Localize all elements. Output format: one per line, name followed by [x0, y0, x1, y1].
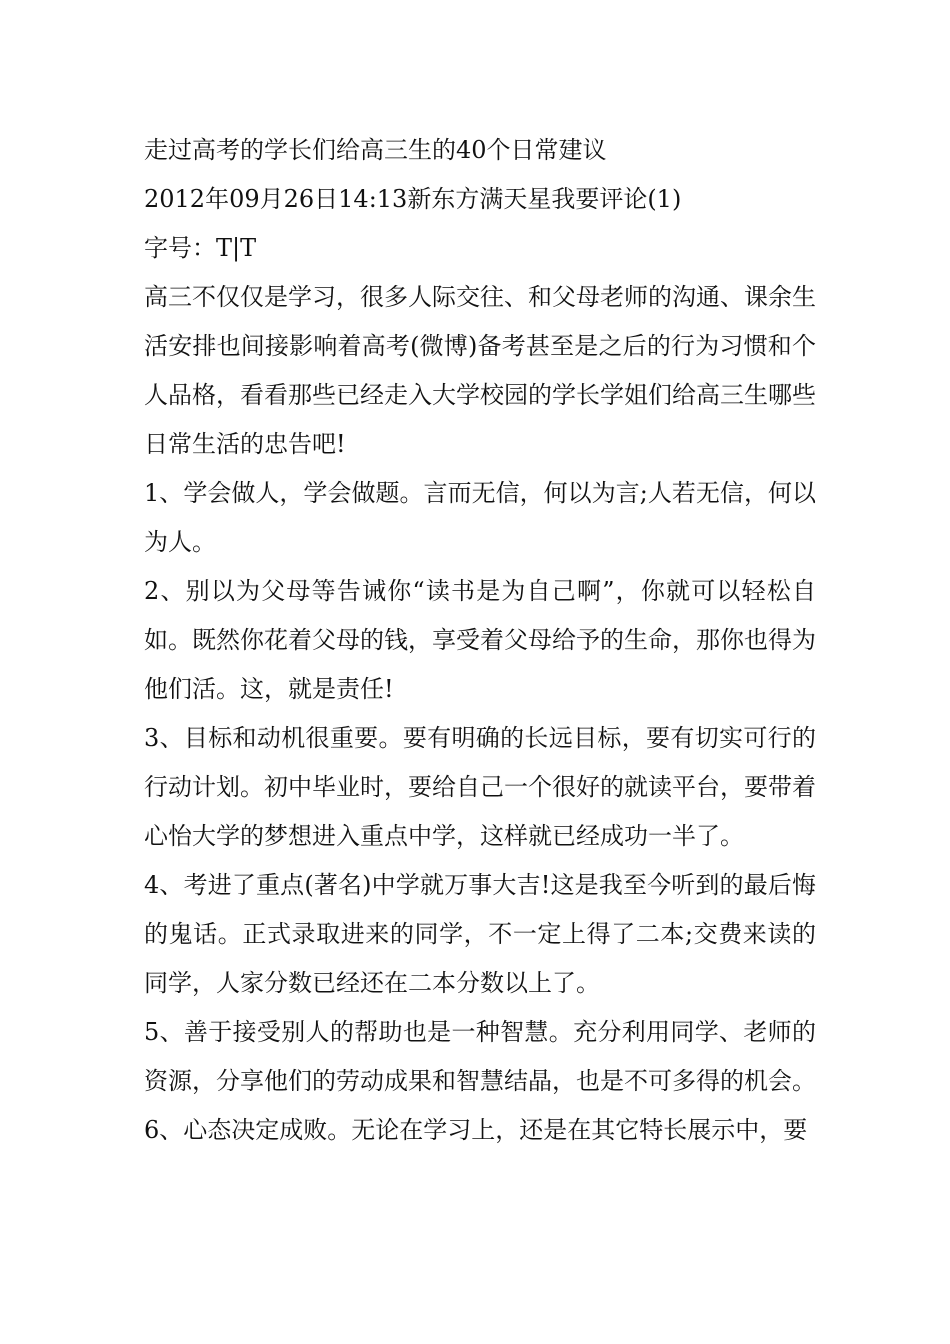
advice-item-1: 1、学会做人，学会做题。言而无信，何以为言;人若无信，何以为人。 — [144, 479, 816, 556]
advice-item-6: 6、心态决定成败。无论在学习上，还是在其它特长展示中，要 — [144, 1116, 808, 1144]
font-size-line: 字号：T|T — [144, 234, 257, 262]
article-title: 走过高考的学长们给高三生的40个日常建议 — [144, 136, 607, 164]
advice-item-3: 3、目标和动机很重要。要有明确的长远目标，要有切实可行的行动计划。初中毕业时，要给自己一个很好的就读平台，要带着心怡大学的梦想进入重点中学，这样就已经成功一半了。 — [144, 724, 816, 850]
article-meta: 2012年09月26日14:13新东方满天星我要评论(1) — [144, 185, 682, 213]
intro-paragraph: 高三不仅仅是学习，很多人际交往、和父母老师的沟通、课余生活安排也间接影响着高考(微博)备考甚至是之后的行为习惯和个人品格，看看那些已经走入大学校园的学长学姐们给高三生哪些日常生活的忠告吧! — [144, 283, 816, 458]
advice-item-2: 2、别以为父母等告诫你“读书是为自己啊”，你就可以轻松自如。既然你花着父母的钱，享受着父母给予的生命，那你也得为他们活。这，就是责任! — [144, 577, 816, 703]
advice-item-5: 5、善于接受别人的帮助也是一种智慧。充分利用同学、老师的资源，分享他们的劳动成果和智慧结晶，也是不可多得的机会。 — [144, 1018, 816, 1095]
document-body — [144, 126, 816, 1155]
advice-item-4: 4、考进了重点(著名)中学就万事大吉!这是我至今听到的最后悔的鬼话。正式录取进来的同学，不一定上得了二本;交费来读的同学，人家分数已经还在二本分数以上了。 — [144, 871, 816, 997]
